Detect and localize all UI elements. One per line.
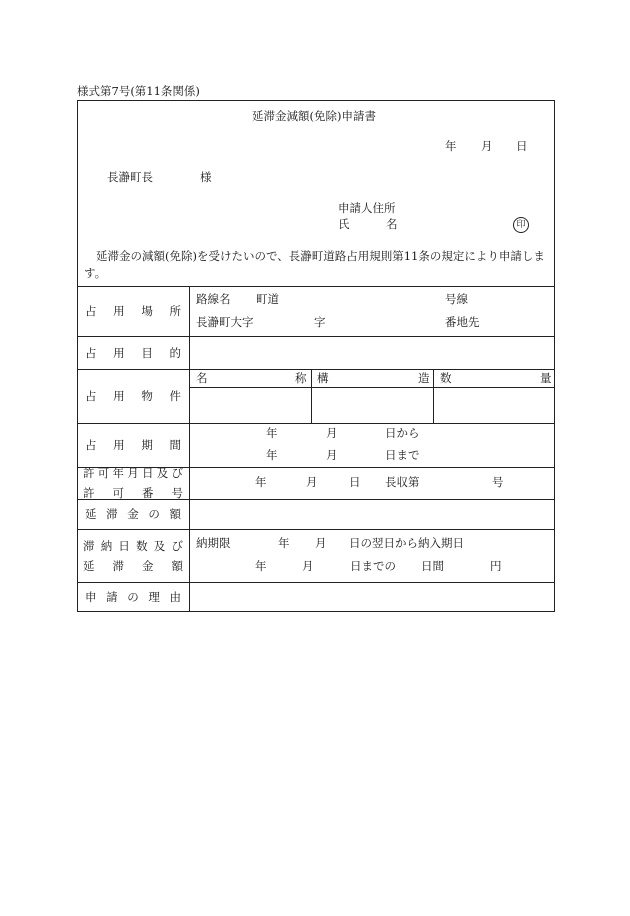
payment-month: 月 [302,559,314,573]
days-label: 日間 [421,559,444,573]
label-char: の [148,507,160,521]
label-char: び [171,466,183,480]
label-char: 延 [85,507,97,521]
label-period [77,423,189,467]
label-char: 用 [113,345,125,360]
period-from-year: 年 [266,426,278,440]
label-char: 可 [112,486,124,500]
period-to-day: 日まで [385,448,420,462]
label-char: 号 [171,486,183,500]
label-char: 占 [85,345,97,360]
addressee-honorific: 様 [200,170,212,184]
form-number: 様式第7号(第11条関係) [77,84,200,98]
label-char: 額 [171,558,183,573]
label-char: 間 [169,438,181,452]
period-to-year: 年 [266,448,278,462]
period-to-month: 月 [326,448,338,462]
label-char: 数 [136,538,148,553]
label-char: 占 [85,304,97,318]
town-road-label: 町道 [256,292,279,306]
label-char: 目 [141,345,153,360]
label-char: 年 [112,466,124,480]
label-char: 日 [142,466,154,480]
label-char: 物 [141,389,153,403]
label-char: び [171,538,183,553]
label-char: 用 [113,438,125,452]
label-char: 期 [141,438,153,452]
label-char: 金 [127,507,139,521]
label-char: 件 [169,389,181,403]
applicant-name-label-2: 名 [386,217,398,231]
label-char: 滞 [112,558,124,573]
date-day: 日 [516,139,528,153]
col-quantity-2: 量 [540,371,552,385]
label-purpose [77,336,189,369]
addressee-name: 長瀞町長 [107,170,153,184]
deadline-month: 月 [315,536,327,550]
label-late-fee-amount [77,499,189,529]
yen-label: 円 [490,559,502,573]
label-char: 申 [85,590,97,604]
deadline-year: 年 [278,536,290,550]
applicant-address-label: 申請人住所 [338,201,396,215]
label-char: 納 [100,538,113,553]
col-name-1: 名 [196,371,208,385]
label-char: 額 [169,507,181,521]
label-char: 延 [83,558,95,573]
permit-prefix: 長収第 [385,475,420,489]
applicant-name-label-1: 氏 [338,217,350,231]
period-from-day: 日から [385,426,420,440]
row-divider [189,387,555,388]
deadline-day-next: 日の翌日から納入期日 [349,536,464,550]
permit-number-suffix: 号 [492,475,504,489]
column-divider [189,286,190,612]
col-structure-2: 造 [418,371,430,385]
label-char: 占 [85,389,97,403]
label-char: 所 [169,304,181,318]
payment-day-until: 日までの [350,559,396,573]
permit-year: 年 [255,475,267,489]
address-label: 長瀞町大字 [196,315,254,329]
permit-month: 月 [306,475,318,489]
period-from-month: 月 [326,426,338,440]
aza-label: 字 [314,315,326,329]
label-permit [77,467,189,499]
column-divider [433,369,434,423]
label-objects [77,369,189,423]
label-char: 及 [156,466,169,480]
route-name-label: 路線名 [196,292,231,306]
route-number-label: 号線 [445,292,468,306]
seal-mark: 印 [513,217,529,233]
label-char: 請 [106,590,118,604]
label-late-days [77,529,189,582]
column-divider [311,369,312,423]
col-structure-1: 構 [317,371,329,385]
col-name-2: 称 [295,371,307,385]
label-char: 及 [153,538,166,553]
date-month: 月 [481,139,493,153]
label-char: 可 [97,466,110,480]
label-location [77,286,189,336]
label-char: 場 [141,304,153,318]
label-char: 的 [169,345,181,360]
label-char: 用 [113,389,125,403]
permit-day: 日 [349,475,361,489]
deadline-label: 納期限 [196,536,231,550]
label-char: 金 [142,558,154,573]
label-char: 滞 [83,538,95,553]
col-quantity-1: 数 [440,371,452,385]
label-char: の [127,590,139,604]
label-char: 許 [83,486,95,500]
label-char: 許 [83,466,95,480]
banchi-label: 番地先 [445,315,480,329]
label-char: 占 [85,438,97,452]
label-char: 月 [127,466,139,480]
label-char: 由 [169,590,181,604]
label-reason [77,582,189,612]
form-title: 延滞金減額(免除)申請書 [252,109,376,123]
label-char: 理 [148,590,160,604]
label-char: 滞 [106,507,118,521]
statement-text: 延滞金の減額(免除)を受けたいので、長瀞町道路占用規則第11条の規定により申請します。 [84,249,545,280]
label-char: 日 [118,538,130,553]
date-year: 年 [445,139,457,153]
payment-year: 年 [255,559,267,573]
label-char: 用 [113,304,125,318]
label-char: 番 [142,486,154,500]
